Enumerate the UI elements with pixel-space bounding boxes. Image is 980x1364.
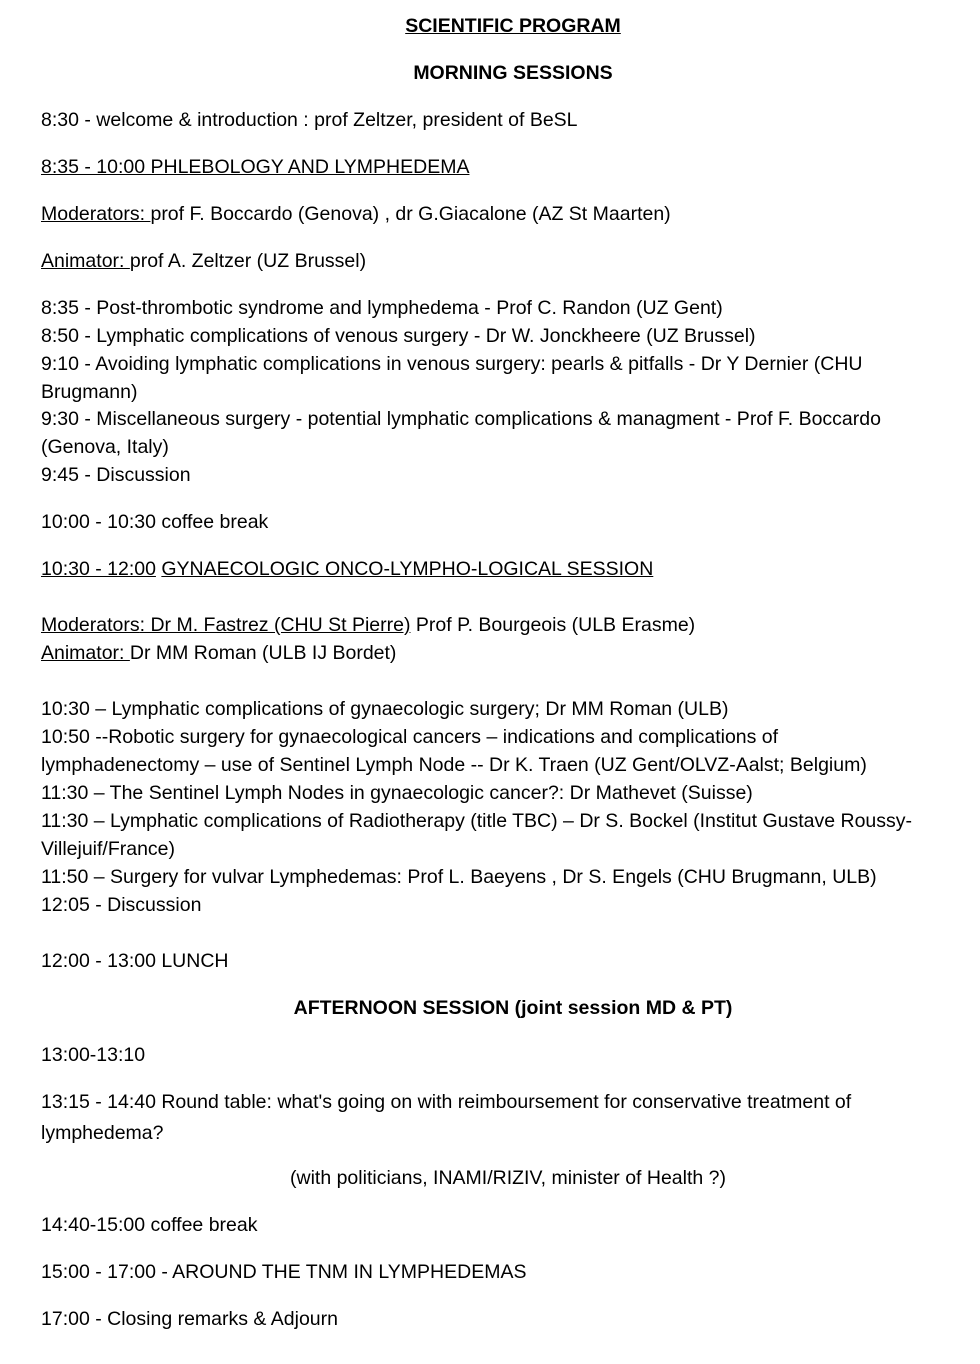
session2-name: GYNAECOLOGIC ONCO-LYMPHO-LOGICAL SESSION [161, 558, 654, 580]
animator-label: Animator: [41, 250, 130, 272]
page-title: SCIENTIFIC PROGRAM [405, 15, 621, 37]
talk-line: 10:50 --Robotic surgery for gynaecological cancers – indications and complications of [41, 726, 779, 748]
moderators-label: Moderators [41, 614, 140, 636]
session2-title [41, 555, 653, 583]
moderator-a: : Dr M. Fastrez (CHU St Pierre) [139, 614, 411, 636]
animator-names: prof A. Zeltzer (UZ Brussel) [129, 250, 367, 272]
talk-line: 8:35 - Post-thrombotic syndrome and lymphedema - Prof C. Randon (UZ Gent) [41, 297, 723, 319]
talk-line: Brugmann) [41, 381, 138, 403]
talk-line: (Genova, Italy) [41, 436, 169, 458]
coffee-break-1: 10:00 - 10:30 coffee break [41, 511, 269, 533]
session2-animator [41, 639, 396, 667]
morning-heading: MORNING SESSIONS [413, 62, 613, 84]
session1-moderators [41, 200, 671, 228]
talk-line: 11:50 – Surgery for vulvar Lymphedemas: Prof L. Baeyens , Dr S. Engels (CHU Brugmann, ULB) [41, 866, 877, 888]
talk-line: 11:30 – The Sentinel Lymph Nodes in gynaecologic cancer?: Dr Mathevet (Suisse) [41, 782, 753, 804]
welcome-line: 8:30 - welcome & introduction : prof Zeltzer, president of BeSL [41, 109, 578, 131]
moderators-label: Moderators: [41, 203, 151, 225]
session2-time: 10:30 - 12:00 [41, 558, 156, 580]
session1-title: 8:35 - 10:00 PHLEBOLOGY AND LYMPHEDEMA [41, 156, 470, 178]
animator-label: Animator: [41, 642, 130, 664]
talk-line: lymphadenectomy – use of Sentinel Lymph Node -- Dr K. Traen (UZ Gent/OLVZ-Aalst; Belgium) [41, 754, 867, 776]
round-table-line: lymphedema? [41, 1122, 164, 1144]
animator-names: Dr MM Roman (ULB IJ Bordet) [129, 642, 397, 664]
tnm-session: 15:00 - 17:00 - AROUND THE TNM IN LYMPHEDEMAS [41, 1261, 527, 1283]
moderator-b: Prof P. Bourgeois (ULB Erasme) [410, 614, 696, 636]
round-table-note: (with politicians, INAMI/RIZIV, minister of Health ?) [290, 1167, 726, 1189]
lunch-line: 12:00 - 13:00 LUNCH [41, 950, 229, 972]
round-table-line: 13:15 - 14:40 Round table: what's going on with reimboursement for conservative treatment of [41, 1091, 852, 1113]
closing-line: 17:00 - Closing remarks & Adjourn [41, 1308, 338, 1330]
talk-line: 9:10 - Avoiding lymphatic complications in venous surgery: pearls & pitfalls - Dr Y Dernier (CHU [41, 353, 863, 375]
session1-animator [41, 247, 366, 275]
coffee-break-2: 14:40-15:00 coffee break [41, 1214, 258, 1236]
afternoon-heading: AFTERNOON SESSION (joint session MD & PT) [293, 997, 733, 1019]
talk-line: 8:50 - Lymphatic complications of venous surgery - Dr W. Jonckheere (UZ Brussel) [41, 325, 756, 347]
talk-line: 9:45 - Discussion [41, 464, 191, 486]
talk-line: 12:05 - Discussion [41, 894, 202, 916]
talk-line: 10:30 – Lymphatic complications of gynaecologic surgery; Dr MM Roman (ULB) [41, 698, 729, 720]
talk-line: 9:30 - Miscellaneous surgery - potential lymphatic complications & managment - Prof F. Boccardo [41, 408, 881, 430]
slot-line: 13:00-13:10 [41, 1044, 146, 1066]
moderators-names: prof F. Boccardo (Genova) , dr G.Giacalone (AZ St Maarten) [150, 203, 671, 225]
talk-line: Villejuif/France) [41, 838, 176, 860]
session2-moderators [41, 611, 695, 639]
talk-line: 11:30 – Lymphatic complications of Radiotherapy (title TBC) – Dr S. Bockel (Institut Gustave Roussy- [41, 810, 913, 832]
